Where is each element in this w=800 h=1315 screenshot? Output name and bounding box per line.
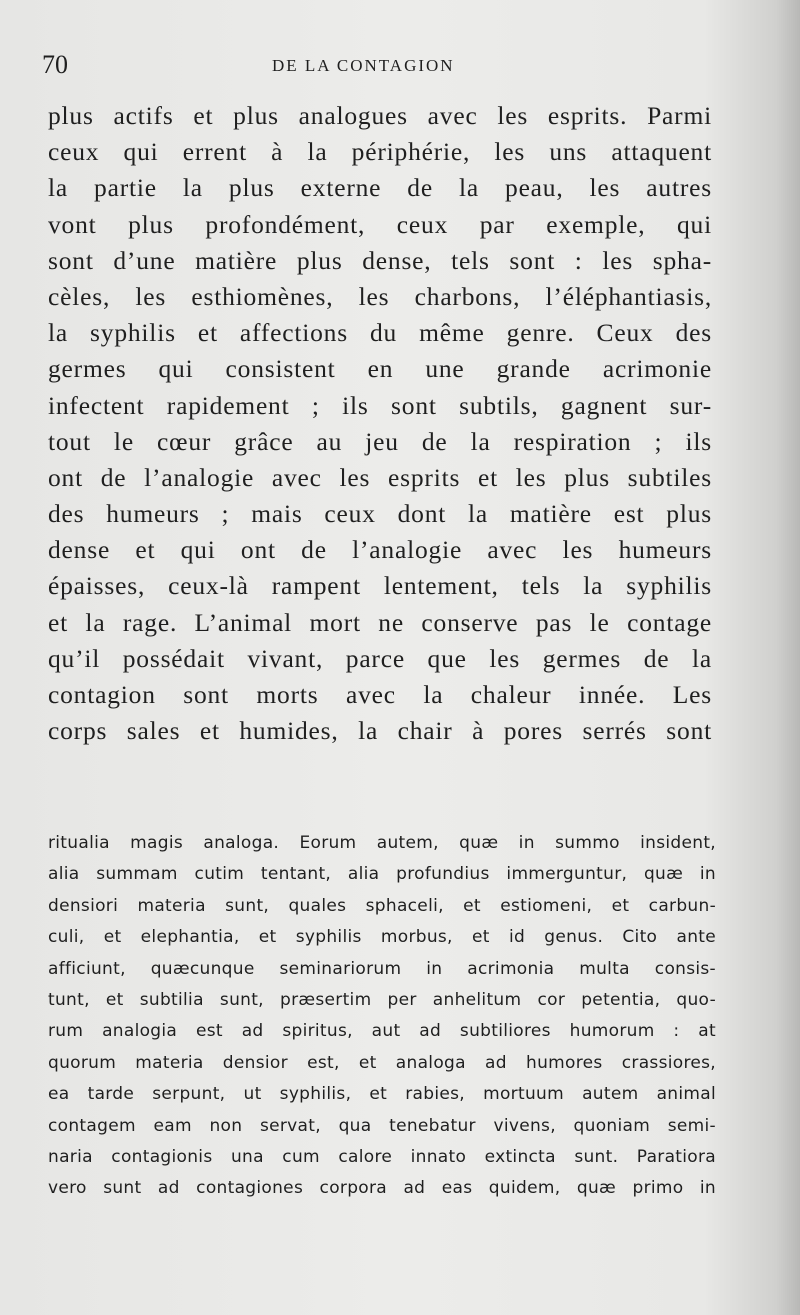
footnote-line: densiori materia sunt, quales sphaceli, et estiomeni, et carbun-	[48, 895, 716, 916]
text-line: et la rage. L’animal mort ne conserve pas le contage	[48, 607, 712, 637]
text-line: contagion sont morts avec la chaleur innée. Les	[48, 680, 712, 709]
footnote-line: culi, et elephantia, et syphilis morbus, et id genus. Cito ante	[48, 927, 716, 948]
footnote-line: contagem eam non servat, qua tenebatur vivens, quoniam semi-	[48, 1115, 716, 1136]
text-line: la partie la plus externe de la peau, les autres	[48, 173, 712, 203]
text-line: épaisses, ceux-là rampent lentement, tels la syphilis	[48, 571, 712, 601]
text-line: dense et qui ont de l’analogie avec les humeurs	[48, 535, 712, 565]
main-text-block	[48, 98, 712, 749]
page-number: 70	[42, 50, 68, 79]
footnote-line: ea tarde serpunt, ut syphilis, et rabies, mortuum autem animal	[48, 1084, 716, 1105]
text-line: cèles, les esthiomènes, les charbons, l’éléphantiasis,	[48, 281, 712, 311]
running-title: DE LA CONTAGION	[272, 56, 455, 75]
text-line: tout le cœur grâce au jeu de la respiration ; ils	[48, 426, 712, 456]
page-header	[42, 50, 742, 80]
footnote-block	[48, 828, 716, 1205]
footnote-line: rum analogia est ad spiritus, aut ad subtiliores humorum : at	[48, 1021, 716, 1042]
text-line: vont plus profondément, ceux par exemple, qui	[48, 209, 712, 239]
footnote-line: afficiunt, quæcunque seminariorum in acrimonia multa consis-	[48, 958, 716, 979]
text-line: infectent rapidement ; ils sont subtils, gagnent sur-	[48, 390, 712, 420]
text-line: plus actifs et plus analogues avec les esprits. Parmi	[48, 101, 712, 130]
footnote-line: alia summam cutim tentant, alia profundius immerguntur, quæ in	[48, 864, 716, 885]
text-line: qu’il possédait vivant, parce que les germes de la	[48, 643, 712, 673]
text-line: corps sales et humides, la chair à pores serrés sont	[48, 716, 712, 746]
text-line: ont de l’analogie avec les esprits et les plus subtiles	[48, 462, 712, 492]
footnote-line: quorum materia densior est, et analoga ad humores crassiores,	[48, 1052, 716, 1073]
text-line: ceux qui errent à la périphérie, les uns attaquent	[48, 137, 712, 167]
text-line: la syphilis et affections du même genre. Ceux des	[48, 318, 712, 348]
text-line: sont d’une matière plus dense, tels sont : les spha-	[48, 245, 712, 275]
text-line: des humeurs ; mais ceux dont la matière est plus	[48, 499, 712, 529]
footnote-line: vero sunt ad contagiones corpora ad eas quidem, quæ primo in	[48, 1178, 716, 1199]
text-line: germes qui consistent en une grande acrimonie	[48, 354, 712, 384]
footnote-line: naria contagionis una cum calore innato extincta sunt. Paratiora	[48, 1146, 716, 1167]
footnote-line: tunt, et subtilia sunt, præsertim per anhelitum cor petentia, quo-	[48, 989, 716, 1010]
footnote-line: ritualia magis analoga. Eorum autem, quæ in summo insident,	[48, 833, 716, 853]
